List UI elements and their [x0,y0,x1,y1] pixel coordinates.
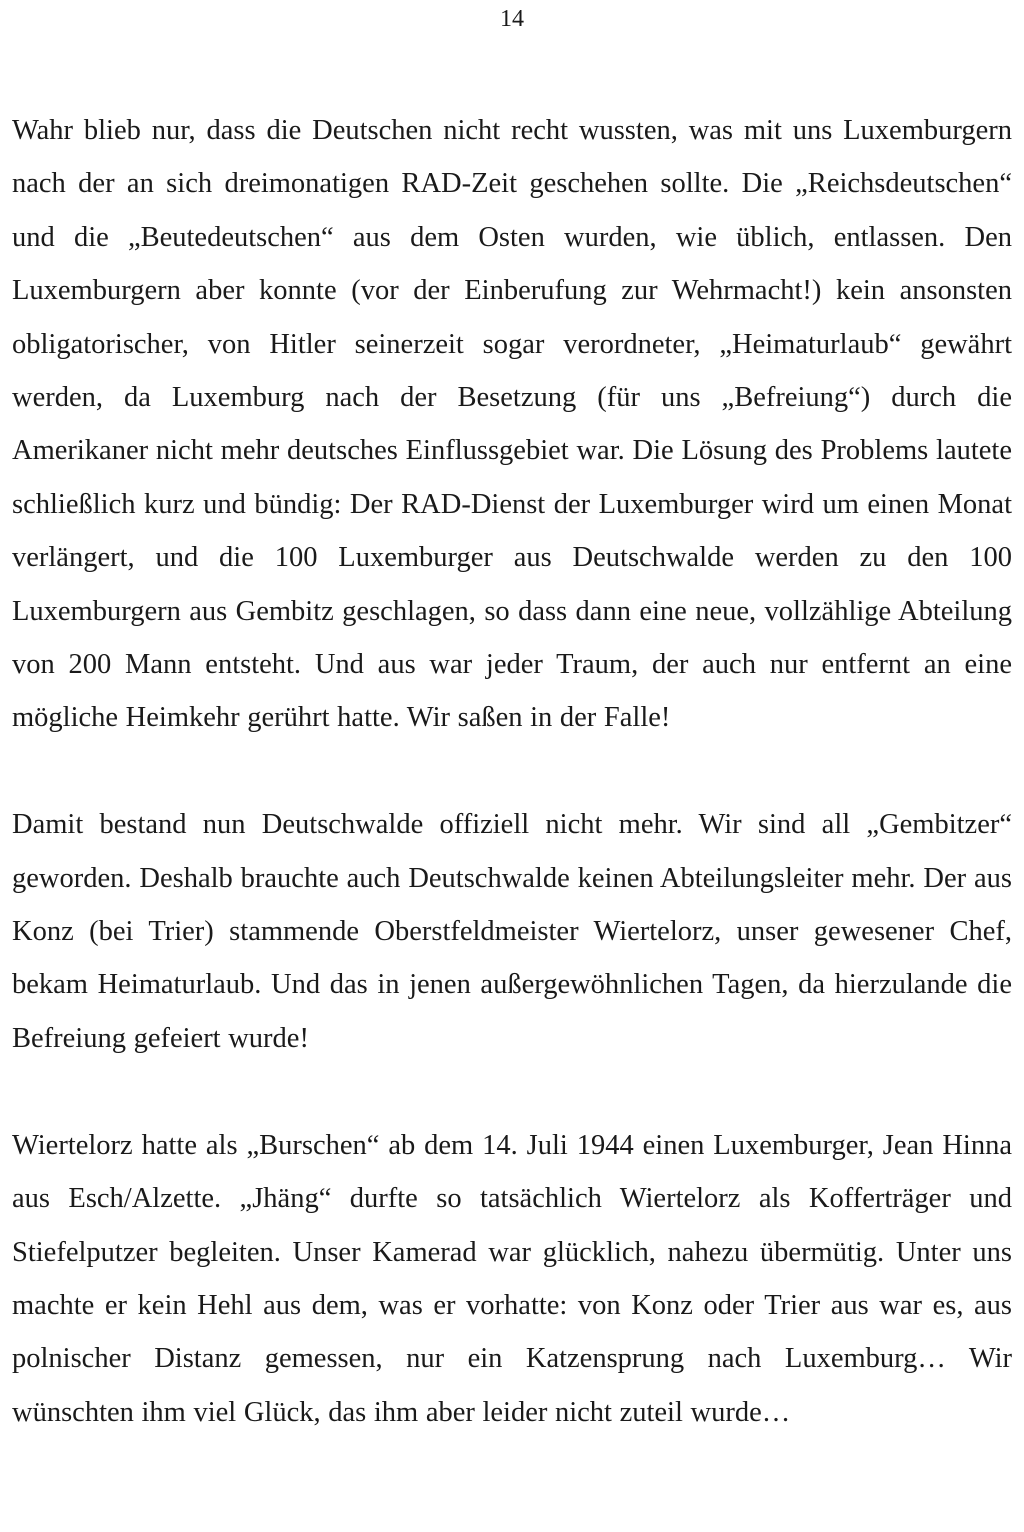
paragraph-1: Wahr blieb nur, dass die Deutschen nicht recht wussten, was mit uns Luxemburgern nach der an sich dreimonatigen RAD-Zeit geschehen sollte. Die „Reichsdeutschen“ und die „Beutedeutschen“ aus dem Osten wurden, wie üblich, entlassen. Den Luxemburgern aber konnte (vor der Einberufung zur Wehrmacht!) kein ansonsten obligatorischer, von Hitler seinerzeit sogar verordneter, „Heimaturlaub“ gewährt werden, da Luxemburg nach der Besetzung (für uns „Befreiung“) durch die Amerikaner nicht mehr deutsches Einflussgebiet war. Die Lösung des Problems lautete schließlich kurz und bündig: Der RAD-Dienst der Luxemburger wird um einen Monat verlängert, und die 100 Luxemburger aus Deutschwalde werden zu den 100 Luxemburgern aus Gembitz geschlagen, so dass dann eine neue, vollzählige Abteilung von 200 Mann entsteht. Und aus war jeder Traum, der auch nur entfernt an eine mögliche Heimkehr gerührt hatte. Wir saßen in der Falle! [12,115,1012,734]
paragraph-2: Damit bestand nun Deutschwalde offiziell nicht mehr. Wir sind all „Gembitzer“ geworden. Deshalb brauchte auch Deutschwalde keinen Abteilungsleiter mehr. Der aus Konz (bei Trier) stammende Oberstfeldmeister Wiertelorz, unser gewesener Chef, bekam Heimaturlaub. Und das in jenen außergewöhnlichen Tagen, da hierzulande die Befreiung gefeiert wurde! [12,809,1012,1054]
page-number: 14 [500,6,524,32]
paragraph-3: Wiertelorz hatte als „Burschen“ ab dem 14. Juli 1944 einen Luxemburger, Jean Hinna aus Esch/Alzette. „Jhäng“ durfte so tatsächlich Wiertelorz als Kofferträger und Stiefelputzer begleiten. Unser Kamerad war glücklich, nahezu übermütig. Unter uns machte er kein Hehl aus dem, was er vorhatte: von Konz oder Trier aus war es, aus polnischer Distanz gemessen, nur ein Katzensprung nach Luxemburg… Wir wünschten ihm viel Glück, das ihm aber leider nicht zuteil wurde… [12,1129,1012,1428]
body-text [12,104,1012,1439]
